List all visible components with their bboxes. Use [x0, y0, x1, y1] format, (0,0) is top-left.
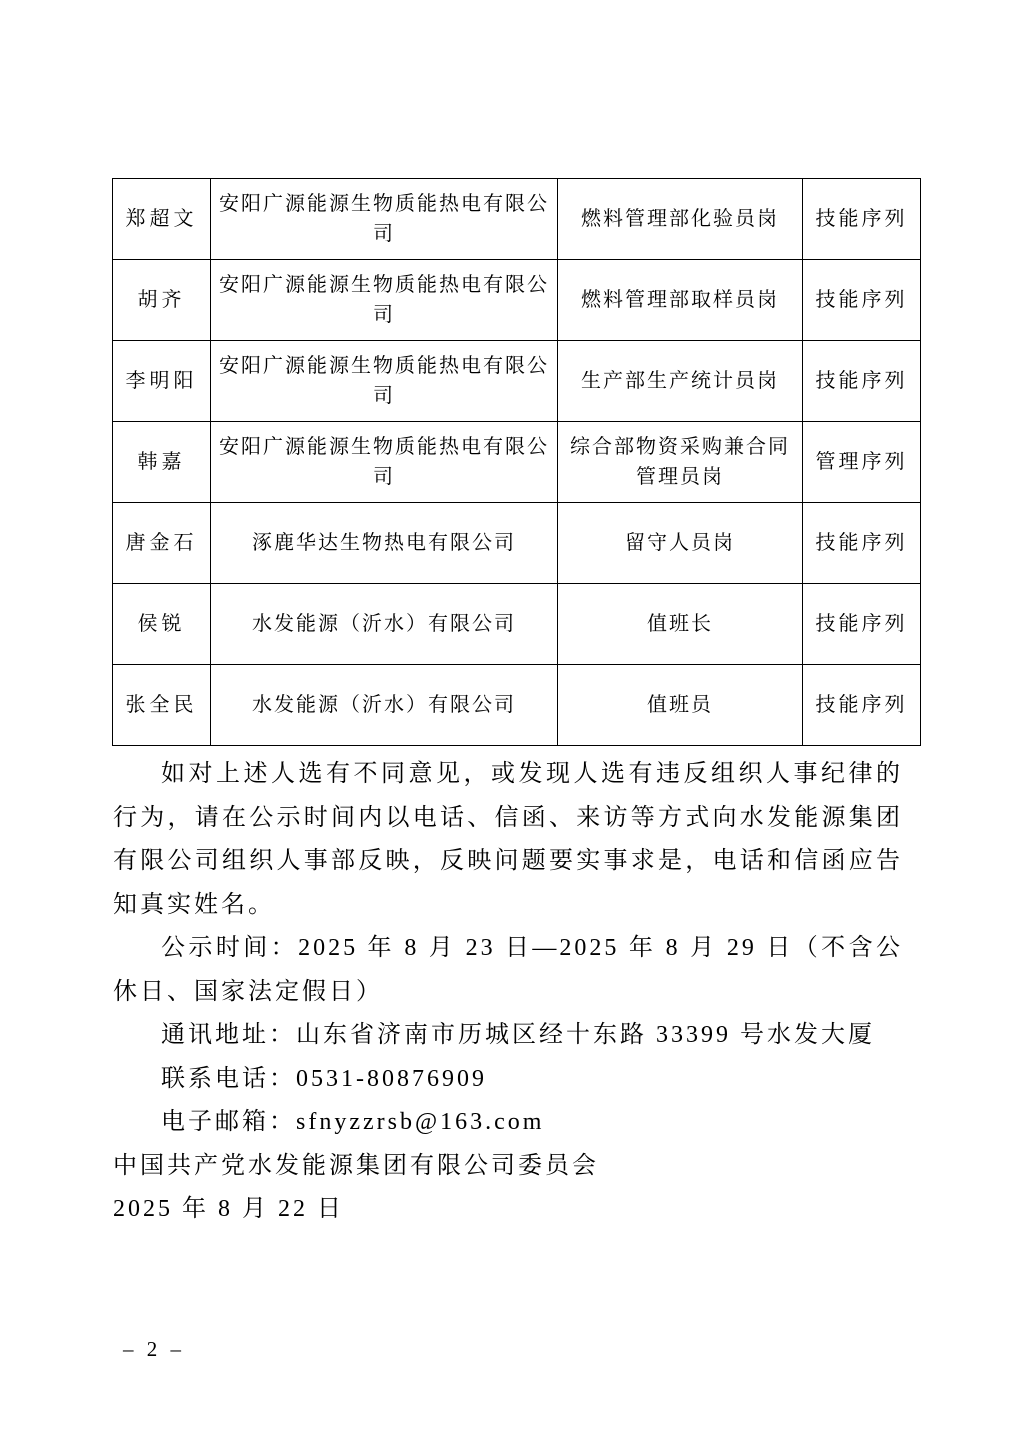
signature-committee: 中国共产党水发能源集团有限公司委员会 [113, 1152, 599, 1179]
paragraph-period: 公示时间：2025 年 8 月 23 日—2025 年 8 月 29 日（不含公休日、国家法定假日） [113, 935, 903, 1005]
signature-date: 2025 年 8 月 22 日 [113, 1196, 344, 1222]
cell-position: 综合部物资采购兼合同管理员岗 [558, 422, 803, 503]
cell-name: 李明阳 [113, 341, 211, 422]
cell-company: 安阳广源能源生物质能热电有限公司 [211, 341, 558, 422]
personnel-table [112, 178, 921, 746]
table-row [113, 260, 921, 341]
cell-name: 郑超文 [113, 179, 211, 260]
paragraph-objection: 如对上述人选有不同意见，或发现人选有违反组织人事纪律的行为，请在公示时间内以电话、信函、来访等方式向水发能源集团有限公司组织人事部反映，反映问题要实事求是，电话和信函应告知真实姓名。 [113, 761, 903, 918]
cell-name: 胡齐 [113, 260, 211, 341]
personnel-table-body [113, 179, 921, 746]
cell-name: 唐金石 [113, 503, 211, 584]
table-row [113, 665, 921, 746]
table-row [113, 179, 921, 260]
cell-name: 韩嘉 [113, 422, 211, 503]
cell-series: 技能序列 [803, 341, 921, 422]
table-row [113, 422, 921, 503]
notice-body [113, 753, 903, 1232]
page-number: – 2 – [123, 1337, 185, 1361]
cell-position: 值班员 [558, 665, 803, 746]
cell-company: 安阳广源能源生物质能热电有限公司 [211, 179, 558, 260]
cell-company: 安阳广源能源生物质能热电有限公司 [211, 260, 558, 341]
cell-position: 生产部生产统计员岗 [558, 341, 803, 422]
cell-name: 张全民 [113, 665, 211, 746]
cell-company: 水发能源（沂水）有限公司 [211, 665, 558, 746]
cell-position: 燃料管理部化验员岗 [558, 179, 803, 260]
cell-series: 技能序列 [803, 665, 921, 746]
cell-name: 侯锐 [113, 584, 211, 665]
address-line: 通讯地址：山东省济南市历城区经十东路 33399 号水发大厦 [161, 1022, 875, 1048]
phone-line: 联系电话：0531-80876909 [161, 1065, 487, 1092]
email-line: 电子邮箱：sfnyzzrsb@163.com [161, 1109, 545, 1135]
cell-company: 水发能源（沂水）有限公司 [211, 584, 558, 665]
cell-series: 管理序列 [803, 422, 921, 503]
cell-company: 安阳广源能源生物质能热电有限公司 [211, 422, 558, 503]
cell-position: 燃料管理部取样员岗 [558, 260, 803, 341]
cell-company: 涿鹿华达生物热电有限公司 [211, 503, 558, 584]
cell-series: 技能序列 [803, 260, 921, 341]
cell-position: 值班长 [558, 584, 803, 665]
table-row [113, 341, 921, 422]
cell-series: 技能序列 [803, 584, 921, 665]
table-row [113, 584, 921, 665]
cell-position: 留守人员岗 [558, 503, 803, 584]
cell-series: 技能序列 [803, 503, 921, 584]
table-row [113, 503, 921, 584]
cell-series: 技能序列 [803, 179, 921, 260]
